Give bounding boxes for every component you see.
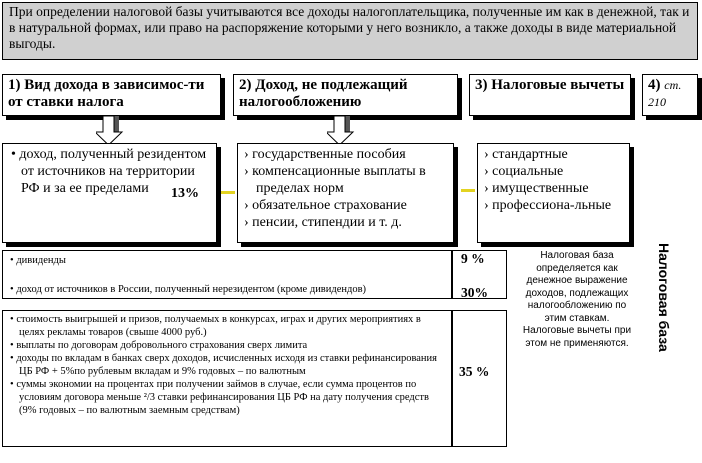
tax-base-note (519, 250, 635, 350)
list-item: › профессиона-льные (484, 198, 612, 213)
tax-base-vertical-box (642, 143, 698, 447)
tax-base-note-text: Налоговая база определяется как денежное выражение доходов, подлежащих налогообложению по этим ставкам. Налоговые вычеты при этом не применяются. (522, 250, 632, 349)
rate-30-label: 30% (461, 285, 488, 300)
income-35-box (2, 310, 452, 447)
header-article-number: 4) (648, 77, 661, 93)
header-income-type-label: 1) Вид дохода в зависимос-ти от ставки налога (8, 77, 205, 110)
income-35-list (7, 313, 447, 417)
header-non-taxable (233, 74, 458, 116)
income-9-30-list (7, 254, 447, 296)
header-tax-deductions (469, 74, 631, 116)
list-item: › государственные пособия (244, 147, 406, 162)
tax-base-vertical-label: Налоговая база (656, 243, 672, 352)
header-article-210 (642, 74, 698, 116)
income-9-30-box (2, 250, 452, 299)
header-non-taxable-label: 2) Доход, не подлежащий налогообложению (239, 77, 408, 110)
rate-35-box (452, 310, 507, 447)
income-13-box (2, 143, 217, 243)
deductions-box (477, 143, 630, 243)
list-item: • дивиденды (10, 255, 66, 266)
list-item: › обязательное страхование (244, 198, 407, 213)
rate-13-label: 13% (171, 186, 199, 201)
list-item: › пенсии, стипендии и т. д. (244, 215, 402, 230)
header-tax-deductions-label: 3) Налоговые вычеты (475, 77, 625, 93)
intro-text-box (2, 2, 698, 60)
list-item: › социальные (484, 164, 564, 179)
list-item: • доход, полученный резидентом от источников на территории РФ и за ее пределами (11, 147, 207, 196)
list-item: › имущественные (484, 181, 589, 196)
connector-dash (221, 191, 235, 194)
list-item: › компенсационные выплаты в пределах норм (244, 164, 426, 196)
list-item: • доходы по вкладам в банках сверх доходов, исчисленных исходя из ставки рефинансирования ЦБ РФ + 5%по рублевым вкладам и 9% годовых – по валютным (10, 353, 437, 377)
non-taxable-list (242, 146, 449, 231)
connector-dash (461, 189, 475, 192)
deductions-list (482, 146, 625, 214)
list-item: • доход от источников в России, полученный нерезидентом (кроме дивидендов) (10, 284, 367, 295)
down-arrow-icon (327, 116, 355, 146)
rate-9-label: 9 % (461, 251, 485, 266)
rate-35-label: 35 % (459, 364, 490, 379)
list-item: • выплаты по договорам добровольного страхования сверх лимита (10, 340, 308, 351)
list-item: • стоимость выигрышей и призов, получаемых в конкурсах, играх и других мероприятиях в целях рекламы товаров (свыше 4000 руб.) (10, 314, 421, 338)
header-article-ref: ст. 210 (648, 78, 682, 109)
intro-text: При определении налоговой базы учитываются все доходы налогоплательщика, полученные им как в денежной, так и в натуральной формах, или право на распоряжение которыми у него возникло, а также доходы в виде материальной выгоды. (9, 4, 690, 51)
rate-9-30-box (452, 250, 507, 299)
non-taxable-box (237, 143, 454, 243)
list-item: › стандартные (484, 147, 568, 162)
list-item: • суммы экономии на процентах при получении займов в случае, если сумма процентов по условиям договора меньше ²/3 ставки рефинансирования ЦБ РФ на дату получения средств (9% годовых – по валютным заемным средствам) (10, 379, 429, 416)
header-income-type (2, 74, 221, 116)
down-arrow-icon (96, 116, 124, 146)
